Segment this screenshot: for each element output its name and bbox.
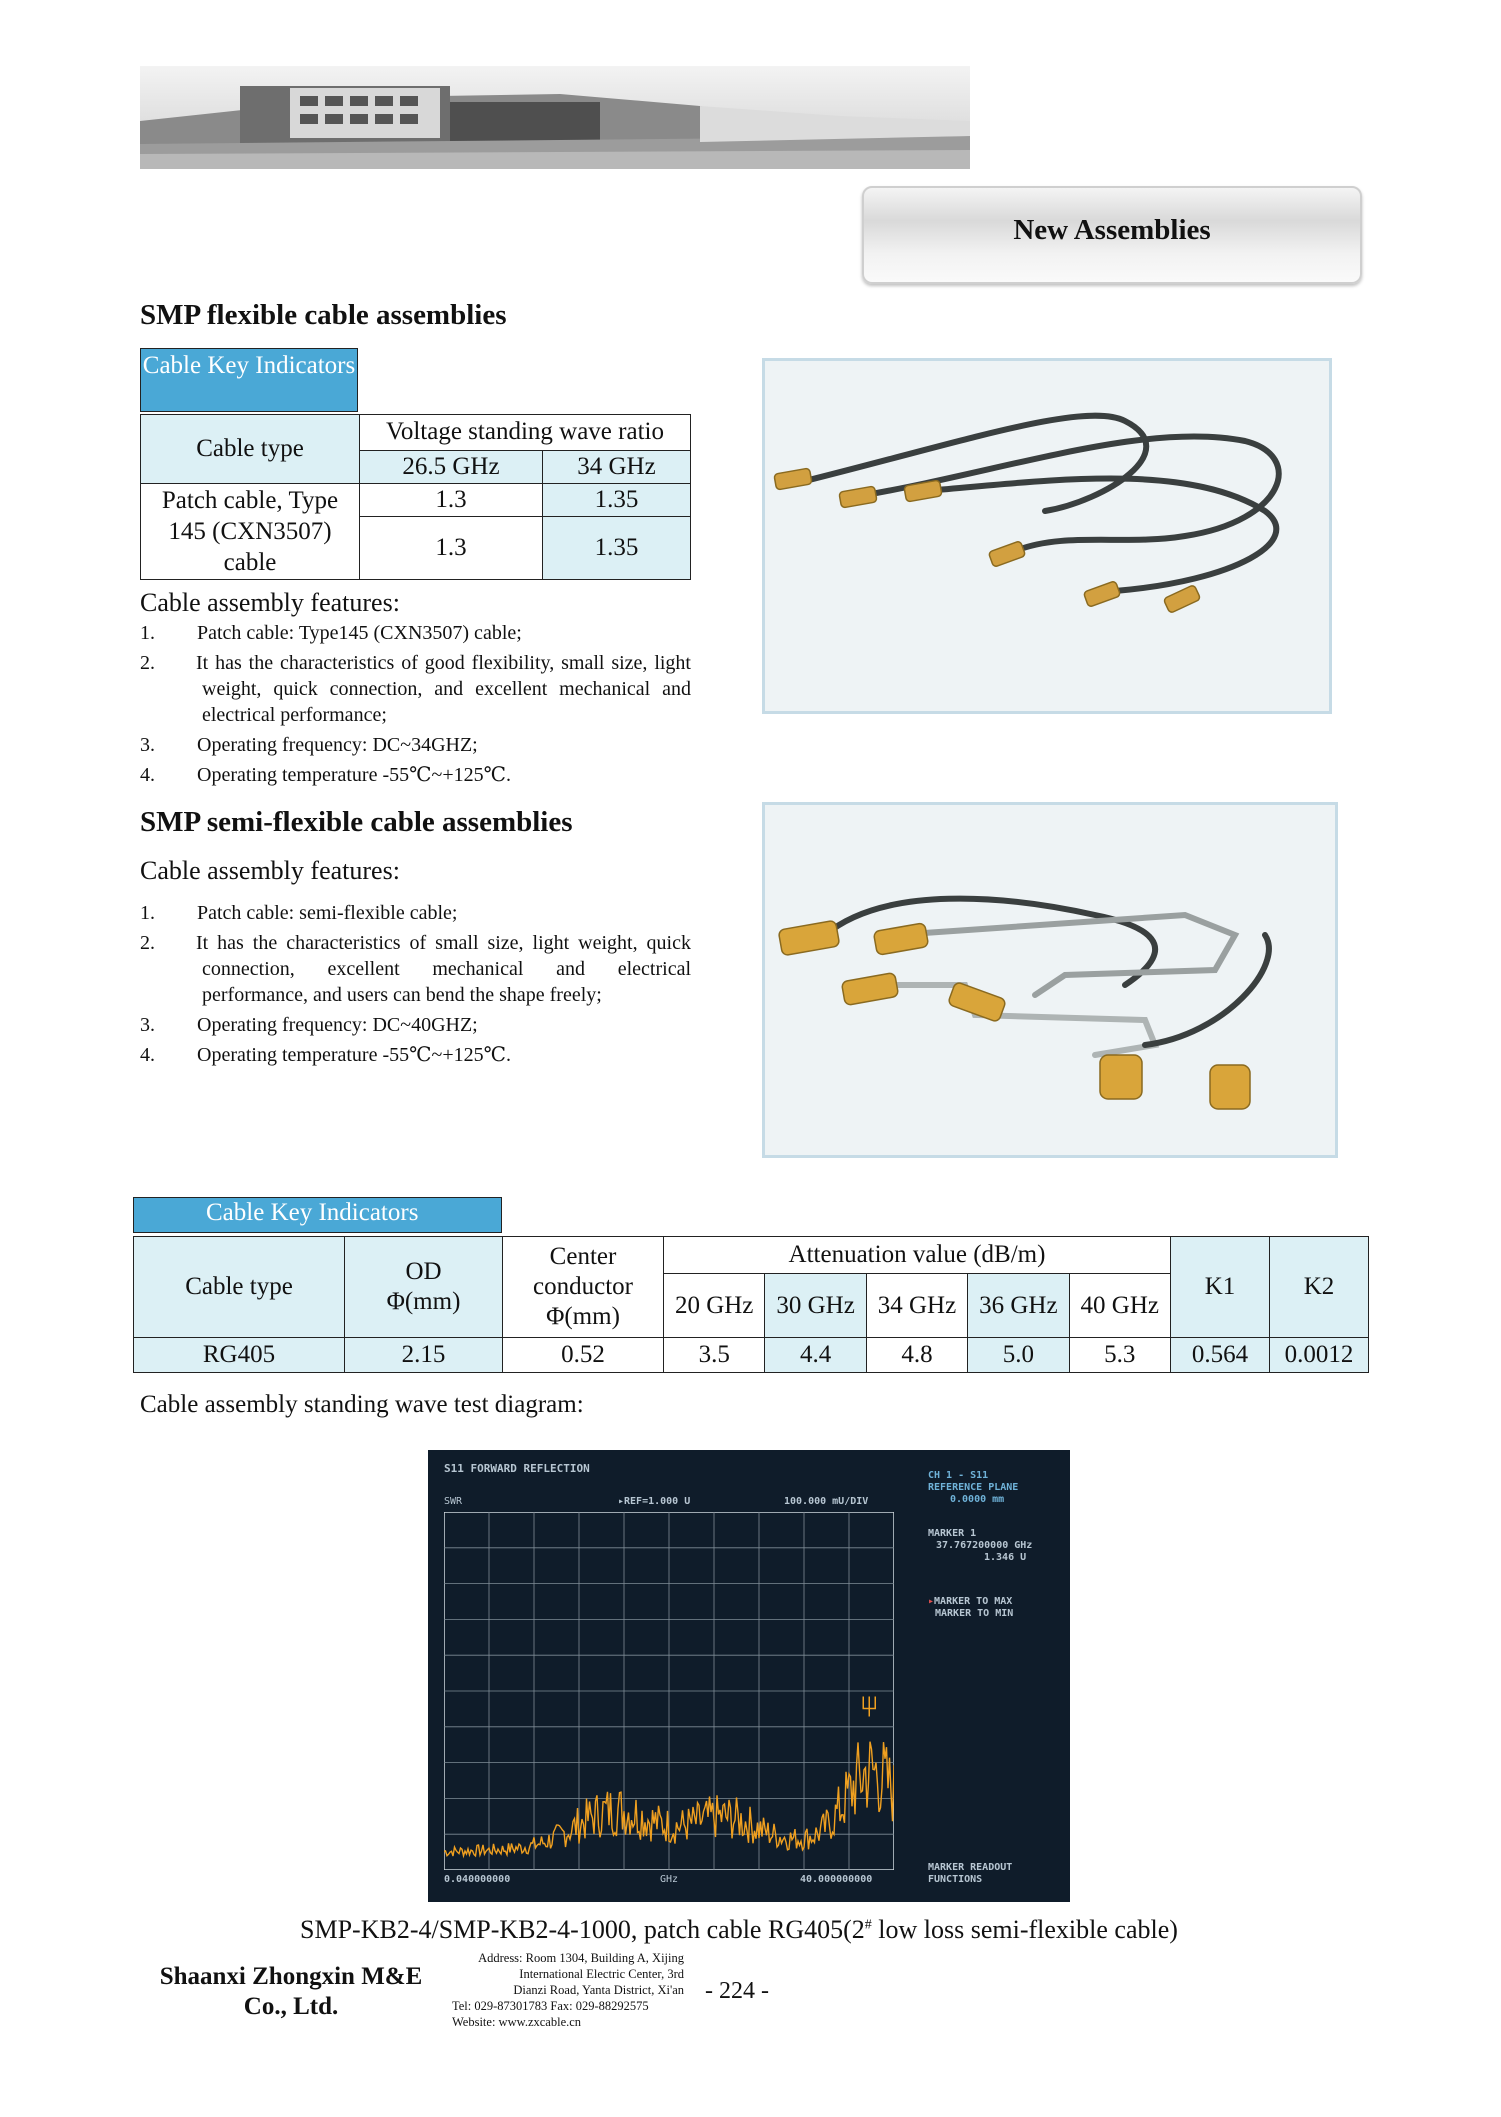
row-label: Patch cable, Type 145 (CXN3507) cable bbox=[141, 484, 360, 580]
section2-features-title: Cable assembly features: bbox=[140, 856, 400, 885]
attenuation-table bbox=[133, 1236, 1369, 1373]
table-cell: 2.15 bbox=[345, 1338, 503, 1373]
section1-features bbox=[140, 620, 691, 788]
freq-header: 20 GHz bbox=[664, 1274, 765, 1338]
table-cell: RG405 bbox=[134, 1338, 345, 1373]
screen-div: 100.000 mU/DIV bbox=[784, 1496, 869, 1507]
vswr-header: Voltage standing wave ratio bbox=[360, 415, 691, 451]
freq-header: 26.5 GHz bbox=[360, 450, 543, 484]
table-cell: 3.5 bbox=[664, 1338, 765, 1373]
screen-ref: ▸REF=1.000 U bbox=[618, 1496, 691, 1507]
footer-address: Address: Room 1304, Building A, Xijing International Electric Center, 3rd Dianzi Road, Yanta District, Xi'an Tel: 029-87301783 Fax: 029-88292575 Website: www.zxcable.cn bbox=[452, 1951, 684, 2029]
section-tag-label: New Assemblies bbox=[1013, 214, 1211, 246]
section1-table bbox=[140, 414, 691, 580]
screen-marker-menu: ▸MARKER TO MAX MARKER TO MIN bbox=[928, 1596, 1014, 1619]
list-item: 2. It has the characteristics of small size, light weight, quick connection, excellent mechanical and electrical performance, and users can bend the shape freely; bbox=[140, 932, 691, 1006]
cable-type-header: Cable type bbox=[141, 415, 360, 484]
flexible-cable-photo bbox=[762, 358, 1332, 714]
list-item: 3. Operating frequency: DC~34GHZ; bbox=[140, 734, 478, 756]
screen-readout: MARKER READOUT FUNCTIONS bbox=[928, 1862, 1013, 1885]
table-cell: 0.52 bbox=[503, 1338, 664, 1373]
section1-title: SMP flexible cable assemblies bbox=[140, 299, 507, 331]
section-tag bbox=[862, 186, 1362, 284]
section1-key-label: Cable Key Indicators bbox=[140, 348, 358, 412]
table-cell: 0.564 bbox=[1171, 1338, 1270, 1373]
freq-header: 30 GHz bbox=[765, 1274, 866, 1338]
page-number: - 224 - bbox=[705, 1978, 769, 2004]
screen-unit: GHz bbox=[660, 1874, 679, 1885]
product-caption: SMP-KB2-4/SMP-KB2-4-1000, patch cable RG405(2# low loss semi-flexible cable) bbox=[300, 1915, 1178, 1944]
freq-header: 34 GHz bbox=[542, 450, 690, 484]
list-item: 4. Operating temperature -55℃~+125℃. bbox=[140, 764, 511, 786]
list-item: 4. Operating temperature -55℃~+125℃. bbox=[140, 1044, 511, 1066]
k1-header: K1 bbox=[1171, 1237, 1270, 1338]
screen-swr: SWR bbox=[444, 1496, 463, 1507]
vswr-plot bbox=[444, 1512, 894, 1870]
table2-key-label: Cable Key Indicators bbox=[133, 1197, 502, 1233]
table-cell: 5.0 bbox=[968, 1338, 1069, 1373]
k2-header: K2 bbox=[1270, 1237, 1369, 1338]
section2-features bbox=[140, 900, 691, 1068]
center-conductor-header: Center conductor Φ(mm) bbox=[503, 1237, 664, 1338]
screen-start-freq: 0.040000000 bbox=[444, 1874, 511, 1885]
screen-marker-info: MARKER 1 37.767200000 GHz 1.346 U bbox=[928, 1528, 1033, 1563]
table-cell: 1.35 bbox=[542, 484, 690, 517]
table-cell: 1.3 bbox=[360, 517, 543, 580]
table-cell: 4.8 bbox=[866, 1338, 967, 1373]
screen-title: S11 FORWARD REFLECTION bbox=[444, 1462, 590, 1475]
od-header: OD Φ(mm) bbox=[345, 1237, 503, 1338]
screen-stop-freq: 40.000000000 bbox=[800, 1874, 873, 1885]
list-item: 3. Operating frequency: DC~40GHZ; bbox=[140, 1014, 478, 1036]
semi-flexible-cable-photo bbox=[762, 802, 1338, 1158]
cable-type-header: Cable type bbox=[134, 1237, 345, 1338]
section1-features-title: Cable assembly features: bbox=[140, 588, 400, 617]
freq-header: 40 GHz bbox=[1069, 1274, 1170, 1338]
freq-header: 36 GHz bbox=[968, 1274, 1069, 1338]
screen-channel-info: CH 1 - S11 REFERENCE PLANE 0.0000 mm bbox=[928, 1470, 1019, 1505]
list-item: 1. Patch cable: Type145 (CXN3507) cable; bbox=[140, 622, 522, 644]
table-cell: 1.3 bbox=[360, 484, 543, 517]
vswr-test-screen bbox=[428, 1450, 1070, 1902]
marker-symbol bbox=[863, 1696, 875, 1716]
table-cell: 0.0012 bbox=[1270, 1338, 1369, 1373]
attenuation-header: Attenuation value (dB/m) bbox=[664, 1237, 1171, 1274]
list-item: 2. It has the characteristics of good flexibility, small size, light weight, quick connection, and excellent mechanical and electrical performance; bbox=[140, 652, 691, 726]
diagram-caption: Cable assembly standing wave test diagram: bbox=[140, 1391, 584, 1418]
section2-title: SMP semi-flexible cable assemblies bbox=[140, 806, 573, 838]
table-cell: 5.3 bbox=[1069, 1338, 1170, 1373]
header-banner-image bbox=[140, 66, 970, 169]
table-cell: 4.4 bbox=[765, 1338, 866, 1373]
footer-company: Shaanxi Zhongxin M&E Co., Ltd. bbox=[159, 1963, 423, 2020]
list-item: 1. Patch cable: semi-flexible cable; bbox=[140, 902, 458, 924]
table-cell: 1.35 bbox=[542, 517, 690, 580]
freq-header: 34 GHz bbox=[866, 1274, 967, 1338]
